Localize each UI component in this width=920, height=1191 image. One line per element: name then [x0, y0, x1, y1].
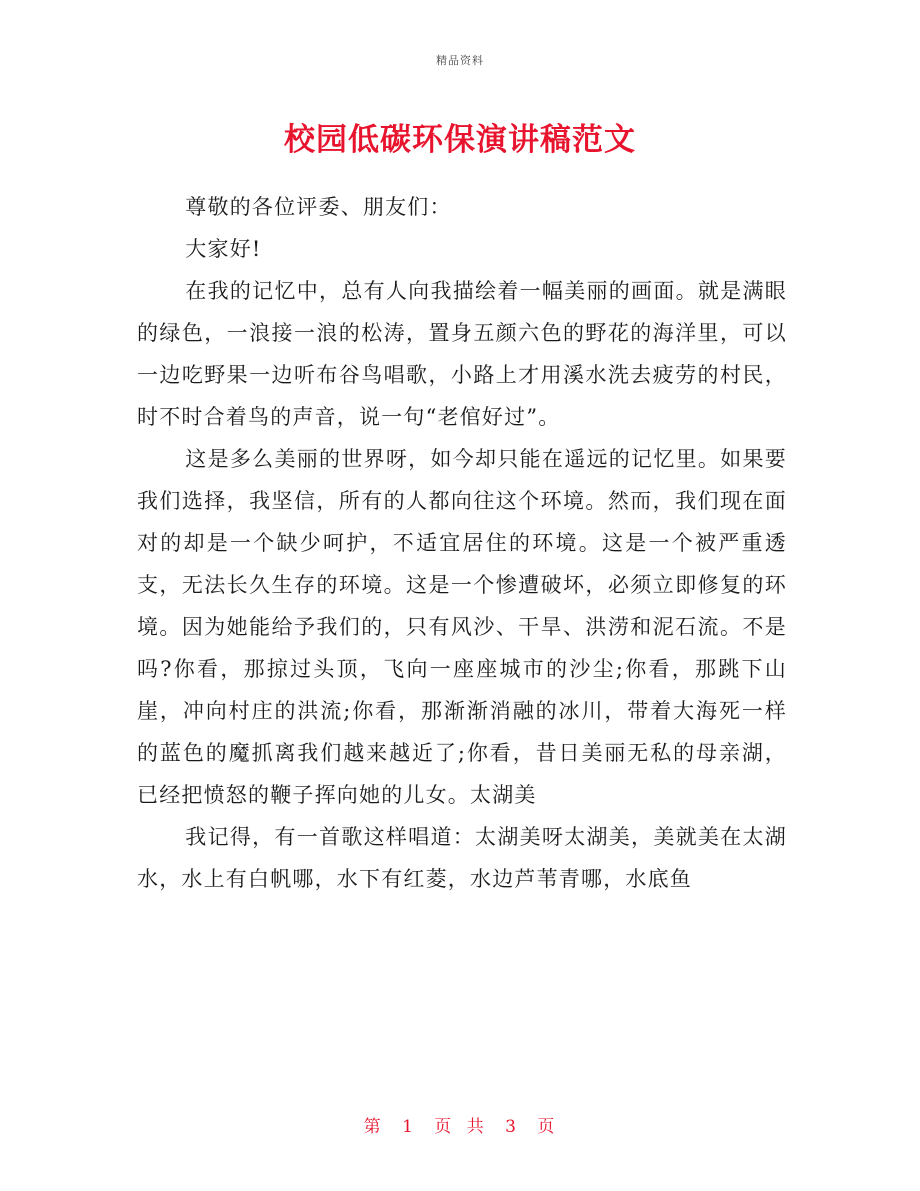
body-paragraph-song: 我记得，有一首歌这样唱道：太湖美呀太湖美，美就美在太湖水，水上有白帆哪，水下有红菱，水边芦苇青哪，水底鱼	[137, 825, 787, 891]
document-body	[137, 186, 787, 900]
page-footer	[0, 1112, 920, 1137]
body-paragraph-memory: 在我的记忆中，总有人向我描绘着一幅美丽的画面。就是满眼的绿色，一浪接一浪的松涛，置身五颜六色的野花的海洋里，可以一边吃野果一边听布谷鸟唱歌，小路上才用溪水洗去疲劳的村民，时不时合着鸟的声音，说一句“老倌好过”。	[137, 279, 787, 429]
greeting-paragraph: 尊敬的各位评委、朋友们：	[185, 195, 452, 219]
footer-suffix: 页	[537, 1117, 557, 1137]
header-label: 精品资料	[436, 54, 484, 67]
footer-total-pages: 3	[505, 1117, 518, 1137]
document-title: 校园低碳环保演讲稿范文	[284, 122, 636, 158]
body-paragraph-environment: 这是多么美丽的世界呀，如今却只能在遥远的记忆里。如果要我们选择，我坚信，所有的人都向往这个环境。然而，我们现在面对的却是一个缺少呵护，不适宜居住的环境。这是一个被严重透支，无法长久生存的环境。这是一个惨遭破坏，必须立即修复的环境。因为她能给予我们的，只有风沙、干旱、洪涝和泥石流。不是吗?你看，那掠过头顶，飞向一座座城市的沙尘;你看，那跳下山崖，冲向村庄的洪流;你看，那渐渐消融的冰川，带着大海死一样的蓝色的魔抓离我们越来越近了;你看，昔日美丽无私的母亲湖，已经把愤怒的鞭子挥向她的儿女。太湖美	[137, 447, 787, 807]
footer-middle: 页 共	[434, 1117, 486, 1137]
footer-prefix: 第	[363, 1117, 383, 1137]
footer-current-page: 1	[402, 1117, 415, 1137]
salutation-paragraph: 大家好!	[185, 237, 262, 261]
